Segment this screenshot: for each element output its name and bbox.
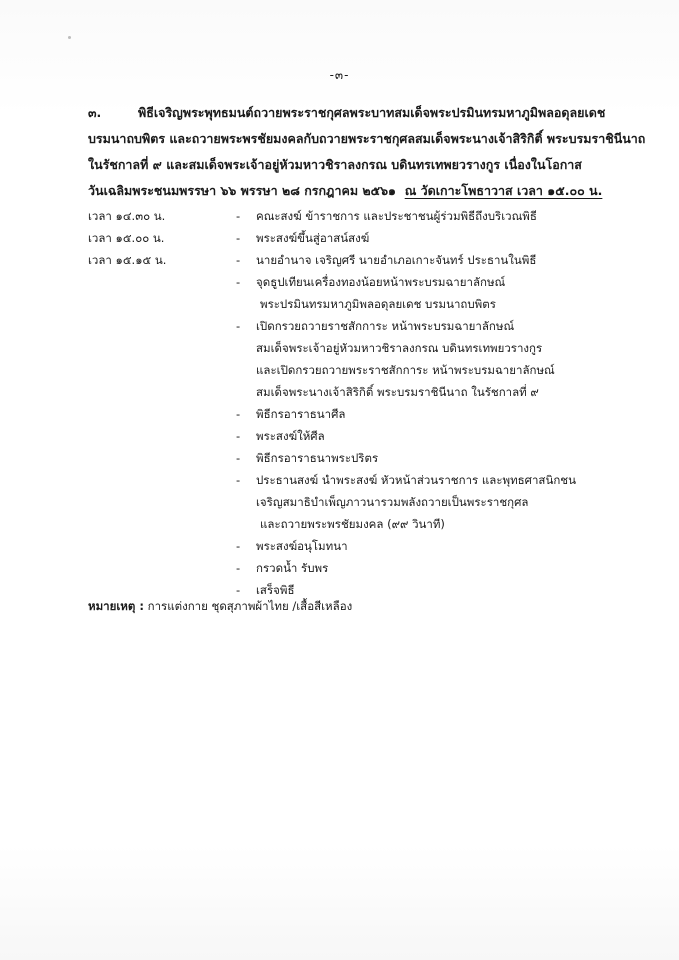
schedule-time: เวลา ๑๕.๐๐ น. [88, 231, 165, 245]
schedule-time [88, 469, 236, 535]
schedule-time: เวลา ๑๔.๓๐ น. [88, 209, 166, 223]
schedule-line: เจริญสมาธิบำเพ็ญภาวนารวมพลังถวายเป็นพระราชกุศล [256, 495, 529, 509]
schedule-row [88, 315, 648, 403]
schedule-time [88, 535, 236, 557]
schedule-row [88, 403, 648, 425]
remark-text: การแต่งกาย ชุดสุภาพผ้าไทย /เสื้อสีเหลือง [147, 599, 353, 613]
schedule-row [88, 249, 648, 271]
schedule-time [88, 557, 236, 579]
ceremony-heading [88, 100, 646, 204]
schedule-list [88, 205, 648, 601]
schedule-description [256, 469, 648, 535]
schedule-description [256, 227, 648, 249]
schedule-time [88, 315, 236, 403]
schedule-description [256, 271, 648, 315]
schedule-line: พระสงฆ์ขึ้นสู่อาสน์สงฆ์ [256, 231, 370, 245]
schedule-line: จุดธูปเทียนเครื่องทองน้อยหน้าพระบรมฉายาลักษณ์ [256, 275, 506, 289]
schedule-line: สมเด็จพระนางเจ้าสิริกิติ์ พระบรมราชินีนาถ ในรัชกาลที่ ๙ [256, 385, 539, 399]
schedule-description [256, 249, 648, 271]
schedule-description [256, 447, 648, 469]
schedule-description [256, 315, 648, 403]
schedule-line: กรวดน้ำ รับพร [256, 561, 329, 575]
schedule-dash: - [236, 583, 241, 597]
heading-date: วันเฉลิมพระชนมพรรษา ๖๖ พรรษา ๒๘ กรกฎาคม ๒๕๖๑ [88, 183, 396, 198]
schedule-line: พิธีกรอาราธนาพระปริตร [256, 451, 379, 465]
schedule-line: เสร็จพิธี [256, 583, 295, 597]
schedule-row [88, 469, 648, 535]
schedule-line: นายอำนาจ เจริญศรี นายอำเภอเกาะจันทร์ ประธานในพิธี [256, 253, 537, 267]
schedule-line: และถวายพระพรชัยมงคล (๙๙ วินาที) [260, 517, 445, 531]
schedule-dash: - [236, 253, 241, 267]
schedule-row [88, 227, 648, 249]
heading-line-4 [88, 178, 633, 204]
schedule-row [88, 271, 648, 315]
schedule-row [88, 557, 648, 579]
schedule-time [88, 403, 236, 425]
remark-label: หมายเหตุ : [88, 599, 144, 613]
schedule-description [256, 403, 648, 425]
schedule-line: และเปิดกรวยถวายพระราชสักการะ หน้าพระบรมฉายาลักษณ์ [256, 363, 555, 377]
schedule-dash: - [236, 429, 241, 443]
schedule-dash: - [236, 231, 241, 245]
schedule-line: พระสงฆ์อนุโมทนา [256, 539, 348, 553]
schedule-line: ประธานสงฆ์ นำพระสงฆ์ หัวหน้าส่วนราชการ และพุทธศาสนิกชน [256, 473, 576, 487]
schedule-time [88, 447, 236, 469]
schedule-row [88, 425, 648, 447]
schedule-line: สมเด็จพระเจ้าอยู่หัวมหาวชิราลงกรณ บดินทรเทพยวรางกูร [256, 341, 543, 355]
schedule-description [256, 557, 648, 579]
schedule-time [88, 271, 236, 315]
scan-speck [68, 36, 71, 39]
schedule-row [88, 205, 648, 227]
schedule-dash: - [236, 539, 241, 553]
schedule-row [88, 535, 648, 557]
remark [88, 598, 352, 616]
schedule-dash: - [236, 473, 241, 487]
schedule-dash: - [236, 407, 241, 421]
schedule-line: พระปรมินทรมหาภูมิพลอดุลยเดช บรมนาถบพิตร [260, 297, 496, 311]
schedule-description [256, 535, 648, 557]
schedule-description [256, 205, 648, 227]
schedule-dash: - [236, 561, 241, 575]
schedule-line: คณะสงฆ์ ข้าราชการ และประชาชนผู้ร่วมพิธีถึงบริเวณพิธี [256, 209, 537, 223]
page-number: -๓- [329, 68, 350, 82]
schedule-description [256, 425, 648, 447]
heading-venue-time: ณ วัดเกาะโพธาวาส เวลา ๑๕.๐๐ น. [404, 183, 603, 198]
heading-line-1 [88, 100, 633, 126]
schedule-time: เวลา ๑๕.๑๕ น. [88, 253, 167, 267]
heading-line-2: บรมนาถบพิตร และถวายพระพรชัยมงคลกับถวายพระราชกุศลสมเด็จพระนางเจ้าสิริกิติ์ พระบรมราชินีนาถ [88, 131, 646, 146]
schedule-dash: - [236, 451, 241, 465]
schedule-line: พระสงฆ์ให้ศีล [256, 429, 325, 443]
schedule-time [88, 425, 236, 447]
schedule-dash: - [236, 319, 241, 333]
schedule-dash: - [236, 209, 241, 223]
schedule-line: เปิดกรวยถวายราชสักการะ หน้าพระบรมฉายาลักษณ์ [256, 319, 515, 333]
schedule-line: พิธีกรอาราธนาศีล [256, 407, 346, 421]
heading-number: ๓. [88, 105, 102, 120]
schedule-dash: - [236, 275, 241, 289]
schedule-row [88, 447, 648, 469]
heading-text-1: พิธีเจริญพระพุทธมนต์ถวายพระราชกุศลพระบาทสมเด็จพระปรมินทรมหาภูมิพลอดุลยเดช [138, 105, 606, 120]
heading-line-3: ในรัชกาลที่ ๙ และสมเด็จพระเจ้าอยู่หัวมหาวชิราลงกรณ บดินทรเทพยวรางกูร เนื่องในโอกาส [88, 157, 582, 172]
